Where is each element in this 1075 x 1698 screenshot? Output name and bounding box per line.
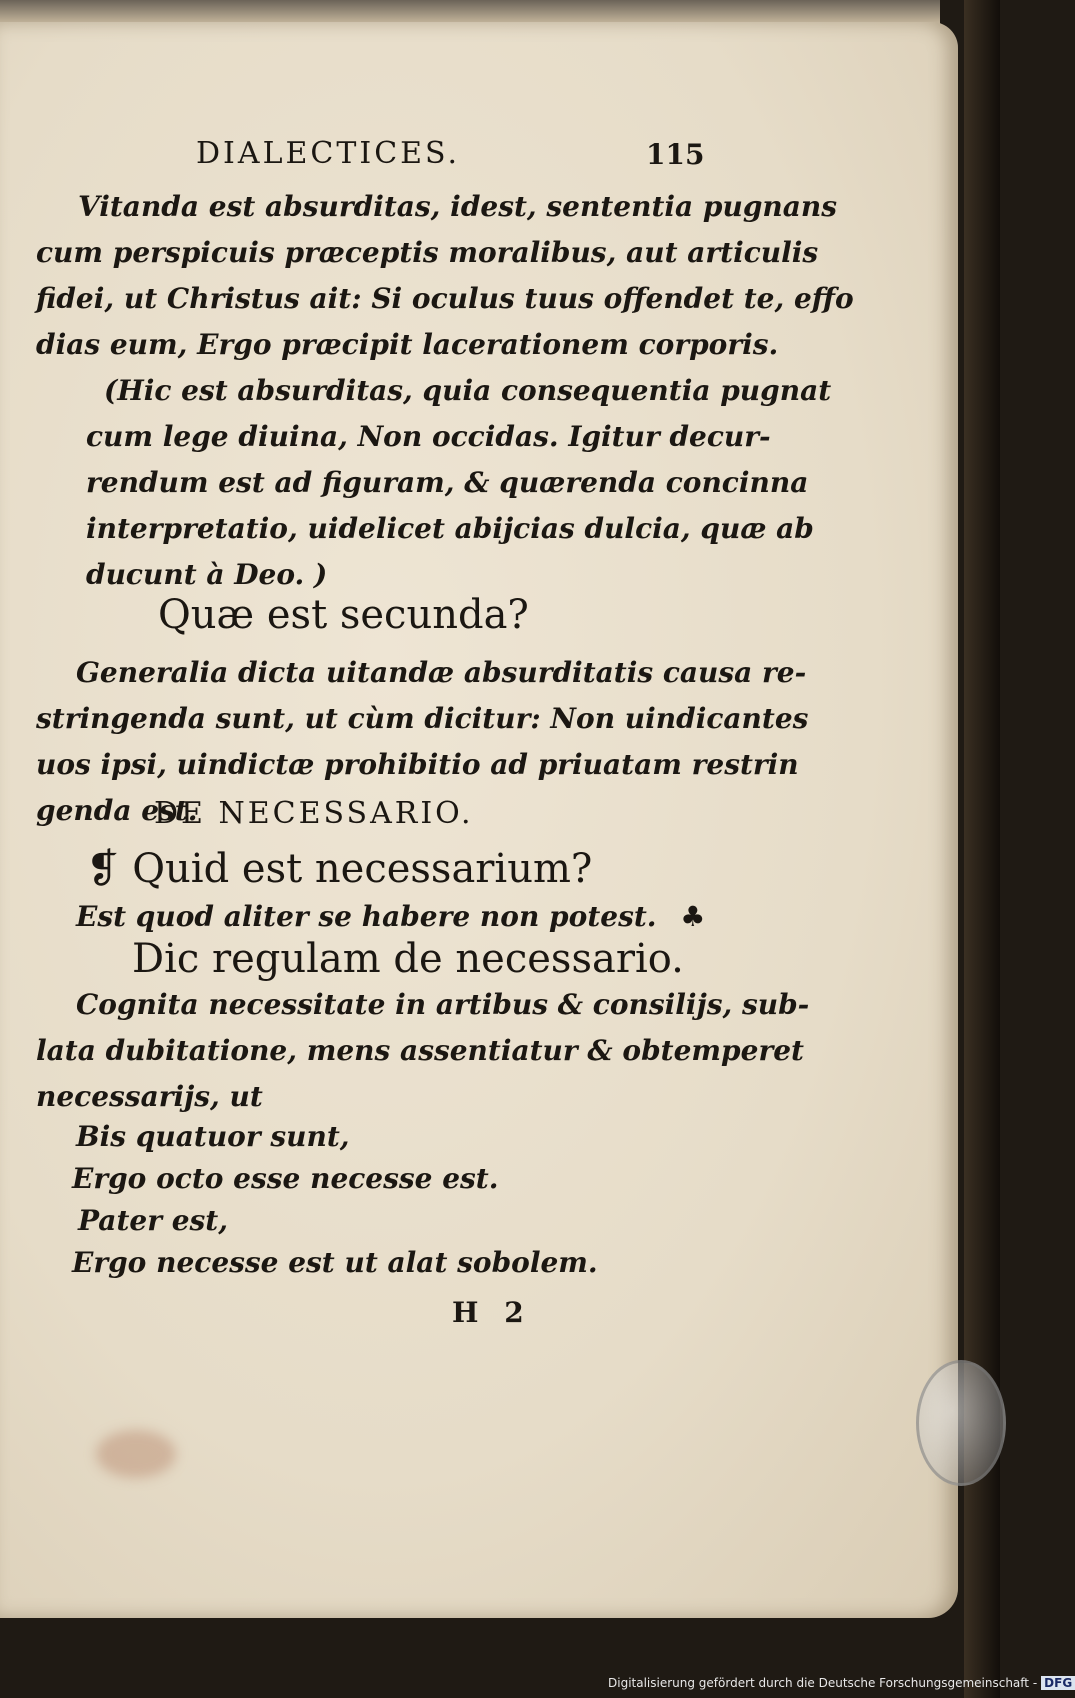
text-line: uos ipsi, uindictæ prohibitio ad priuatam restrin	[36, 748, 799, 781]
text-line: lata dubitatione, mens assentiatur & obtemperet	[36, 1034, 804, 1067]
question-text: Quid est necessarium?	[132, 846, 593, 892]
section-heading: DE NECESSARIO.	[154, 796, 474, 831]
running-title: DIALECTICES.	[196, 136, 461, 171]
text-line: necessarijs, ut	[36, 1080, 263, 1113]
page-clip	[916, 1360, 1006, 1486]
text-line: genda est.	[36, 794, 198, 827]
fleuron-icon: ♣	[680, 900, 706, 933]
text-line: Generalia dicta uitandæ absurditatis causa re-	[76, 656, 807, 689]
dfg-logo: DFG	[1041, 1676, 1075, 1690]
text-line: cum perspicuis præceptis moralibus, aut articulis	[36, 236, 819, 269]
paper-stain	[96, 1430, 176, 1478]
text-line: dias eum, Ergo præcipit lacerationem corporis.	[36, 328, 779, 361]
page-number: 115	[646, 138, 705, 171]
text-line: Vitanda est absurditas, idest, sententia pugnans	[78, 190, 838, 223]
text-line: stringenda sunt, ut cùm dicitur: Non uindicantes	[36, 702, 809, 735]
text-line: Cognita necessitate in artibus & consilijs, sub-	[76, 988, 810, 1021]
text-line: fidei, ut Christus ait: Si oculus tuus offendet te, effo	[36, 282, 854, 315]
question-heading: Quæ est secunda?	[158, 592, 529, 638]
digitization-credit	[608, 1676, 1075, 1690]
text-line: rendum est ad figuram, & quærenda concinna	[86, 466, 809, 499]
text-line: interpretatio, uidelicet abijcias dulcia, quæ ab	[86, 512, 814, 545]
text-line: ducunt à Deo. )	[86, 558, 328, 591]
example-line: Bis quatuor sunt,	[76, 1120, 350, 1153]
credit-text: Digitalisierung gefördert durch die Deutsche Forschungsgemeinschaft -	[608, 1676, 1038, 1690]
question-heading: Dic regulam de necessario.	[132, 936, 684, 982]
example-line: Pater est,	[78, 1204, 228, 1237]
paragraph-mark-icon: ❡	[86, 846, 120, 892]
signature-mark: H 2	[452, 1296, 532, 1329]
example-line: Ergo necesse est ut alat sobolem.	[72, 1246, 598, 1279]
text-line: (Hic est absurditas, quia consequentia pugnat	[104, 374, 832, 407]
answer-text: Est quod aliter se habere non potest.	[76, 900, 657, 933]
question-heading	[86, 846, 592, 892]
text-line: cum lege diuina, Non occidas. Igitur decur-	[86, 420, 771, 453]
answer-line	[76, 900, 705, 933]
example-line: Ergo octo esse necesse est.	[72, 1162, 499, 1195]
